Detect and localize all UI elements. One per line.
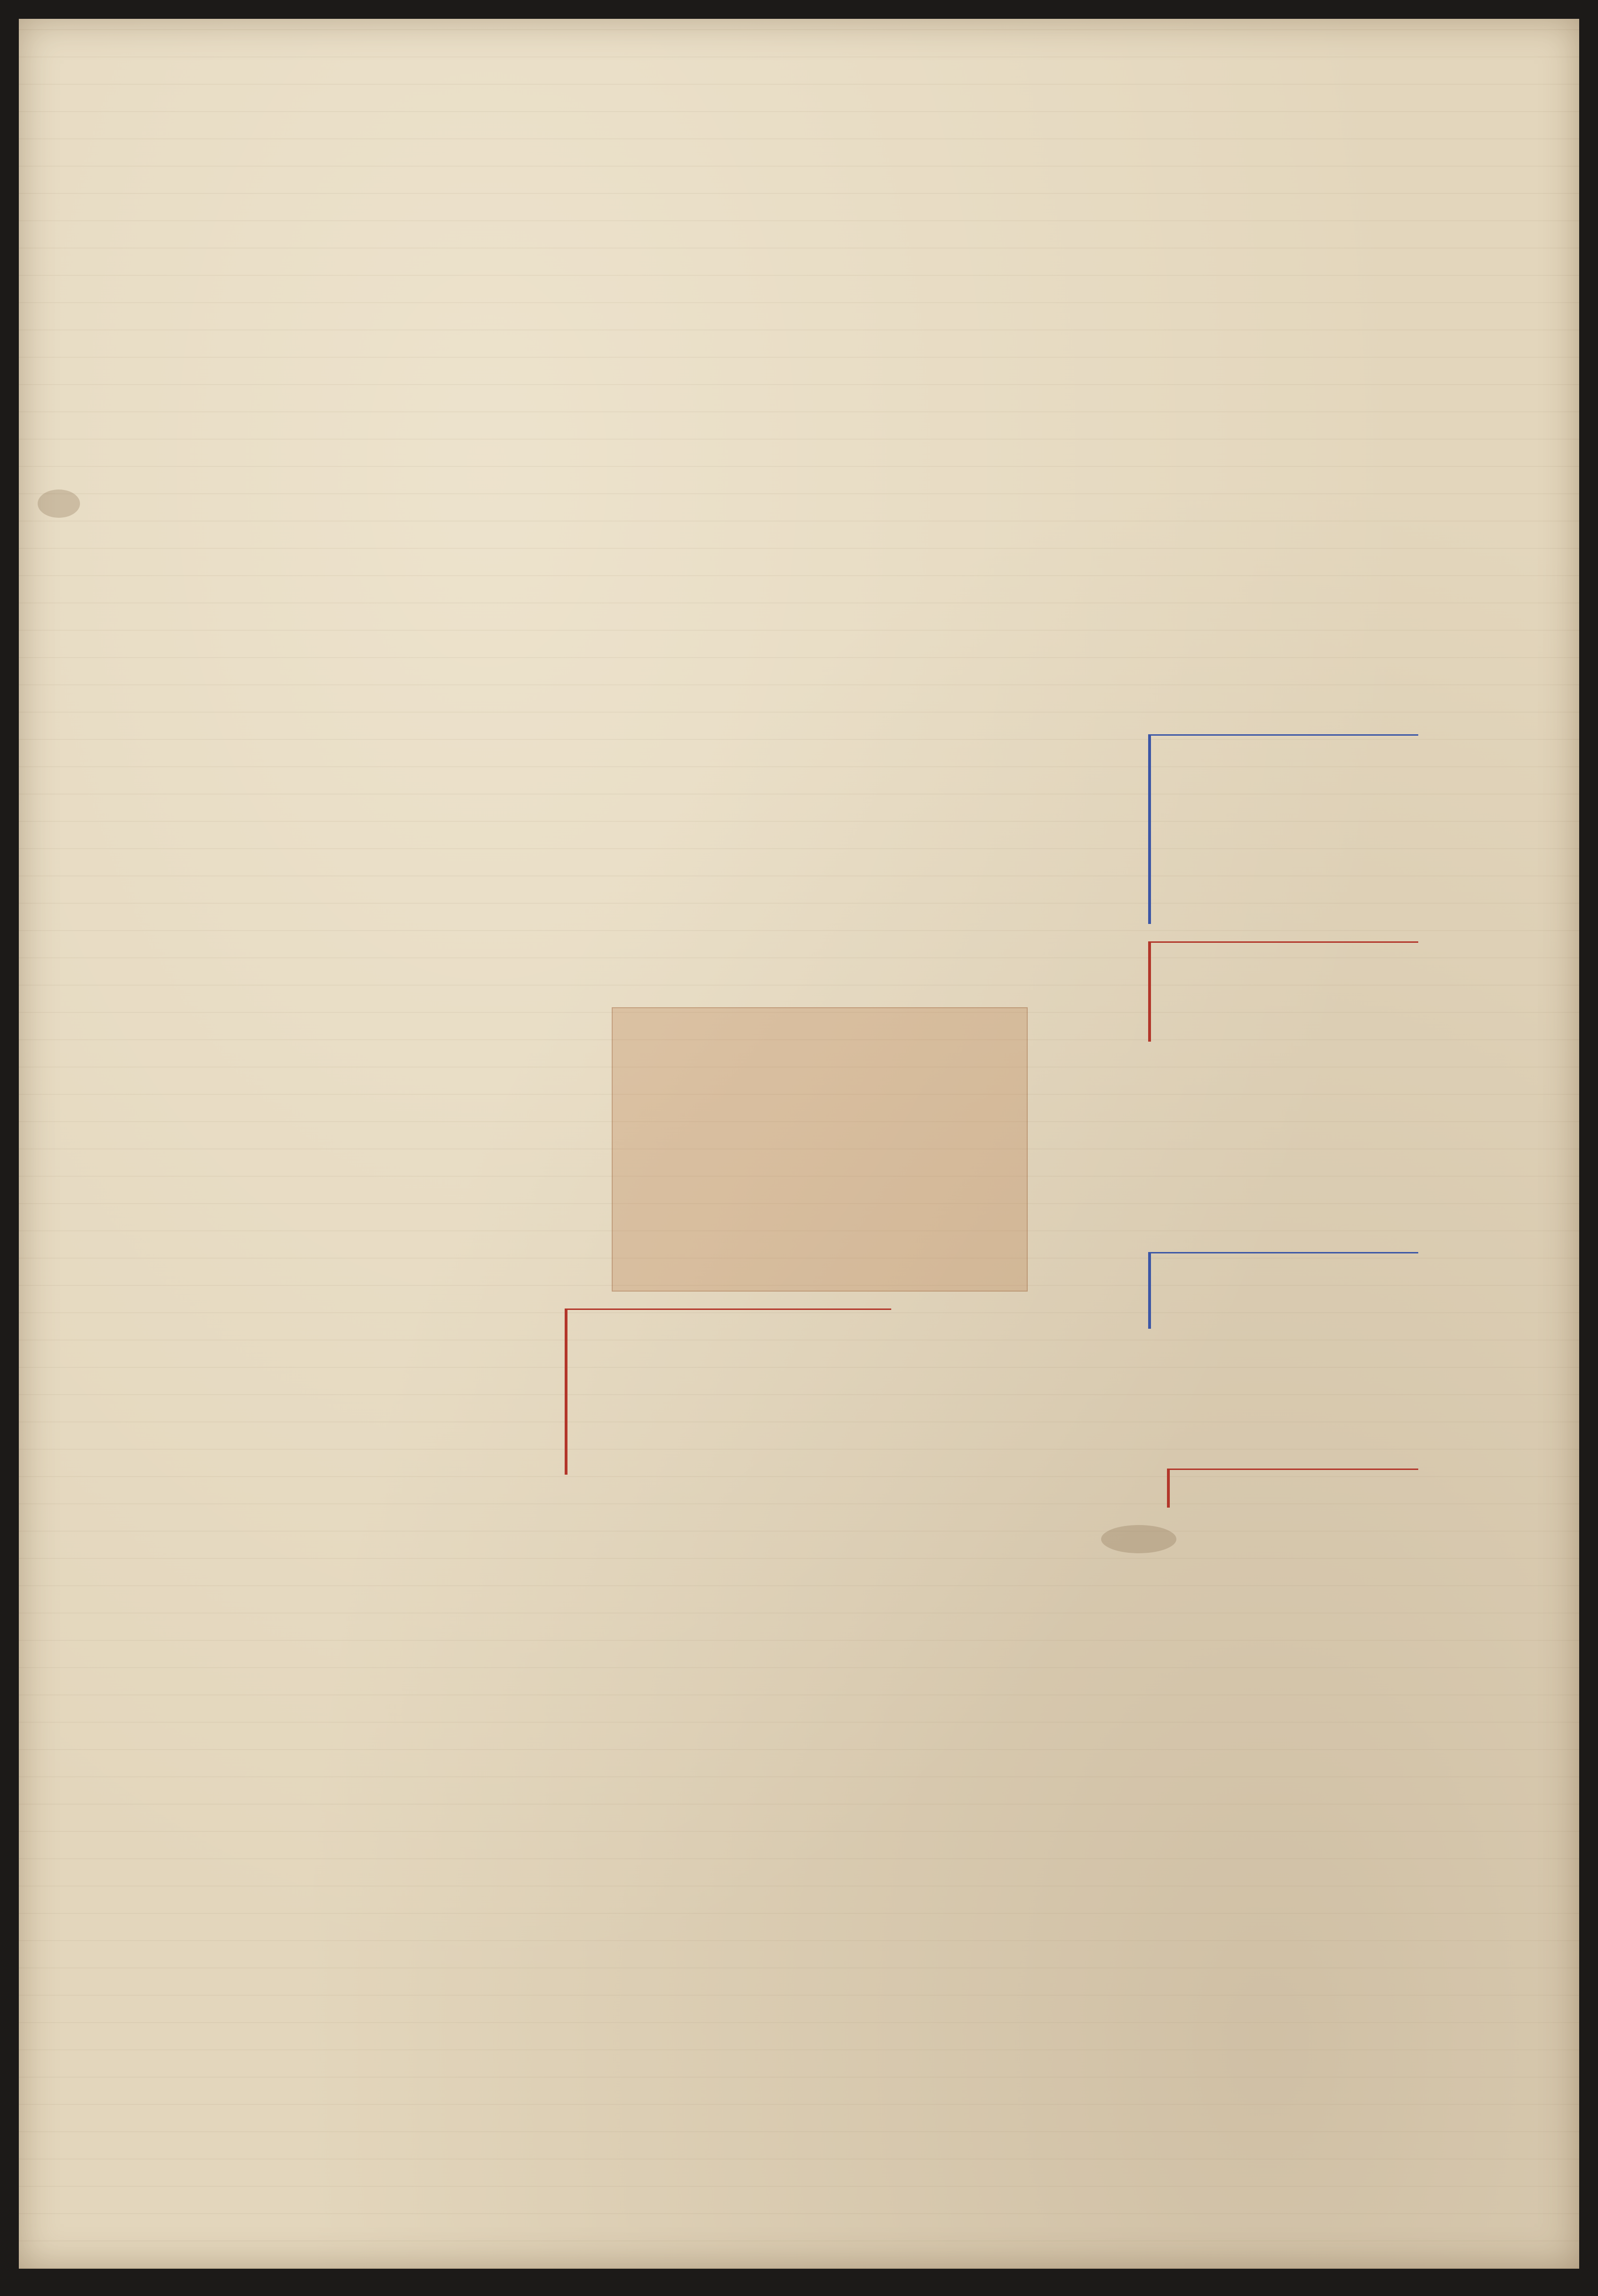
- commentary-left-middle: [61, 424, 569, 941]
- manuscript-folio: [19, 19, 1579, 2269]
- commentary-right-column: [1412, 264, 1562, 1487]
- commentary-right-top: [1054, 38, 1553, 264]
- color-calibration-bar-top: [0, 0, 1598, 12]
- gloss-viri: [1148, 1252, 1418, 1329]
- gloss-aqua: [1148, 734, 1418, 924]
- gloss-apostolos: [1148, 941, 1418, 1042]
- color-calibration-bar-bottom: [0, 2282, 1598, 2296]
- gloss-pagani: [565, 1309, 891, 1475]
- commentary-left-lower: [61, 970, 569, 1483]
- gloss-heretici: [1167, 1469, 1418, 1508]
- commentary-bottom-left: [61, 1553, 899, 2226]
- commentary-bottom-right: [913, 1553, 1553, 2208]
